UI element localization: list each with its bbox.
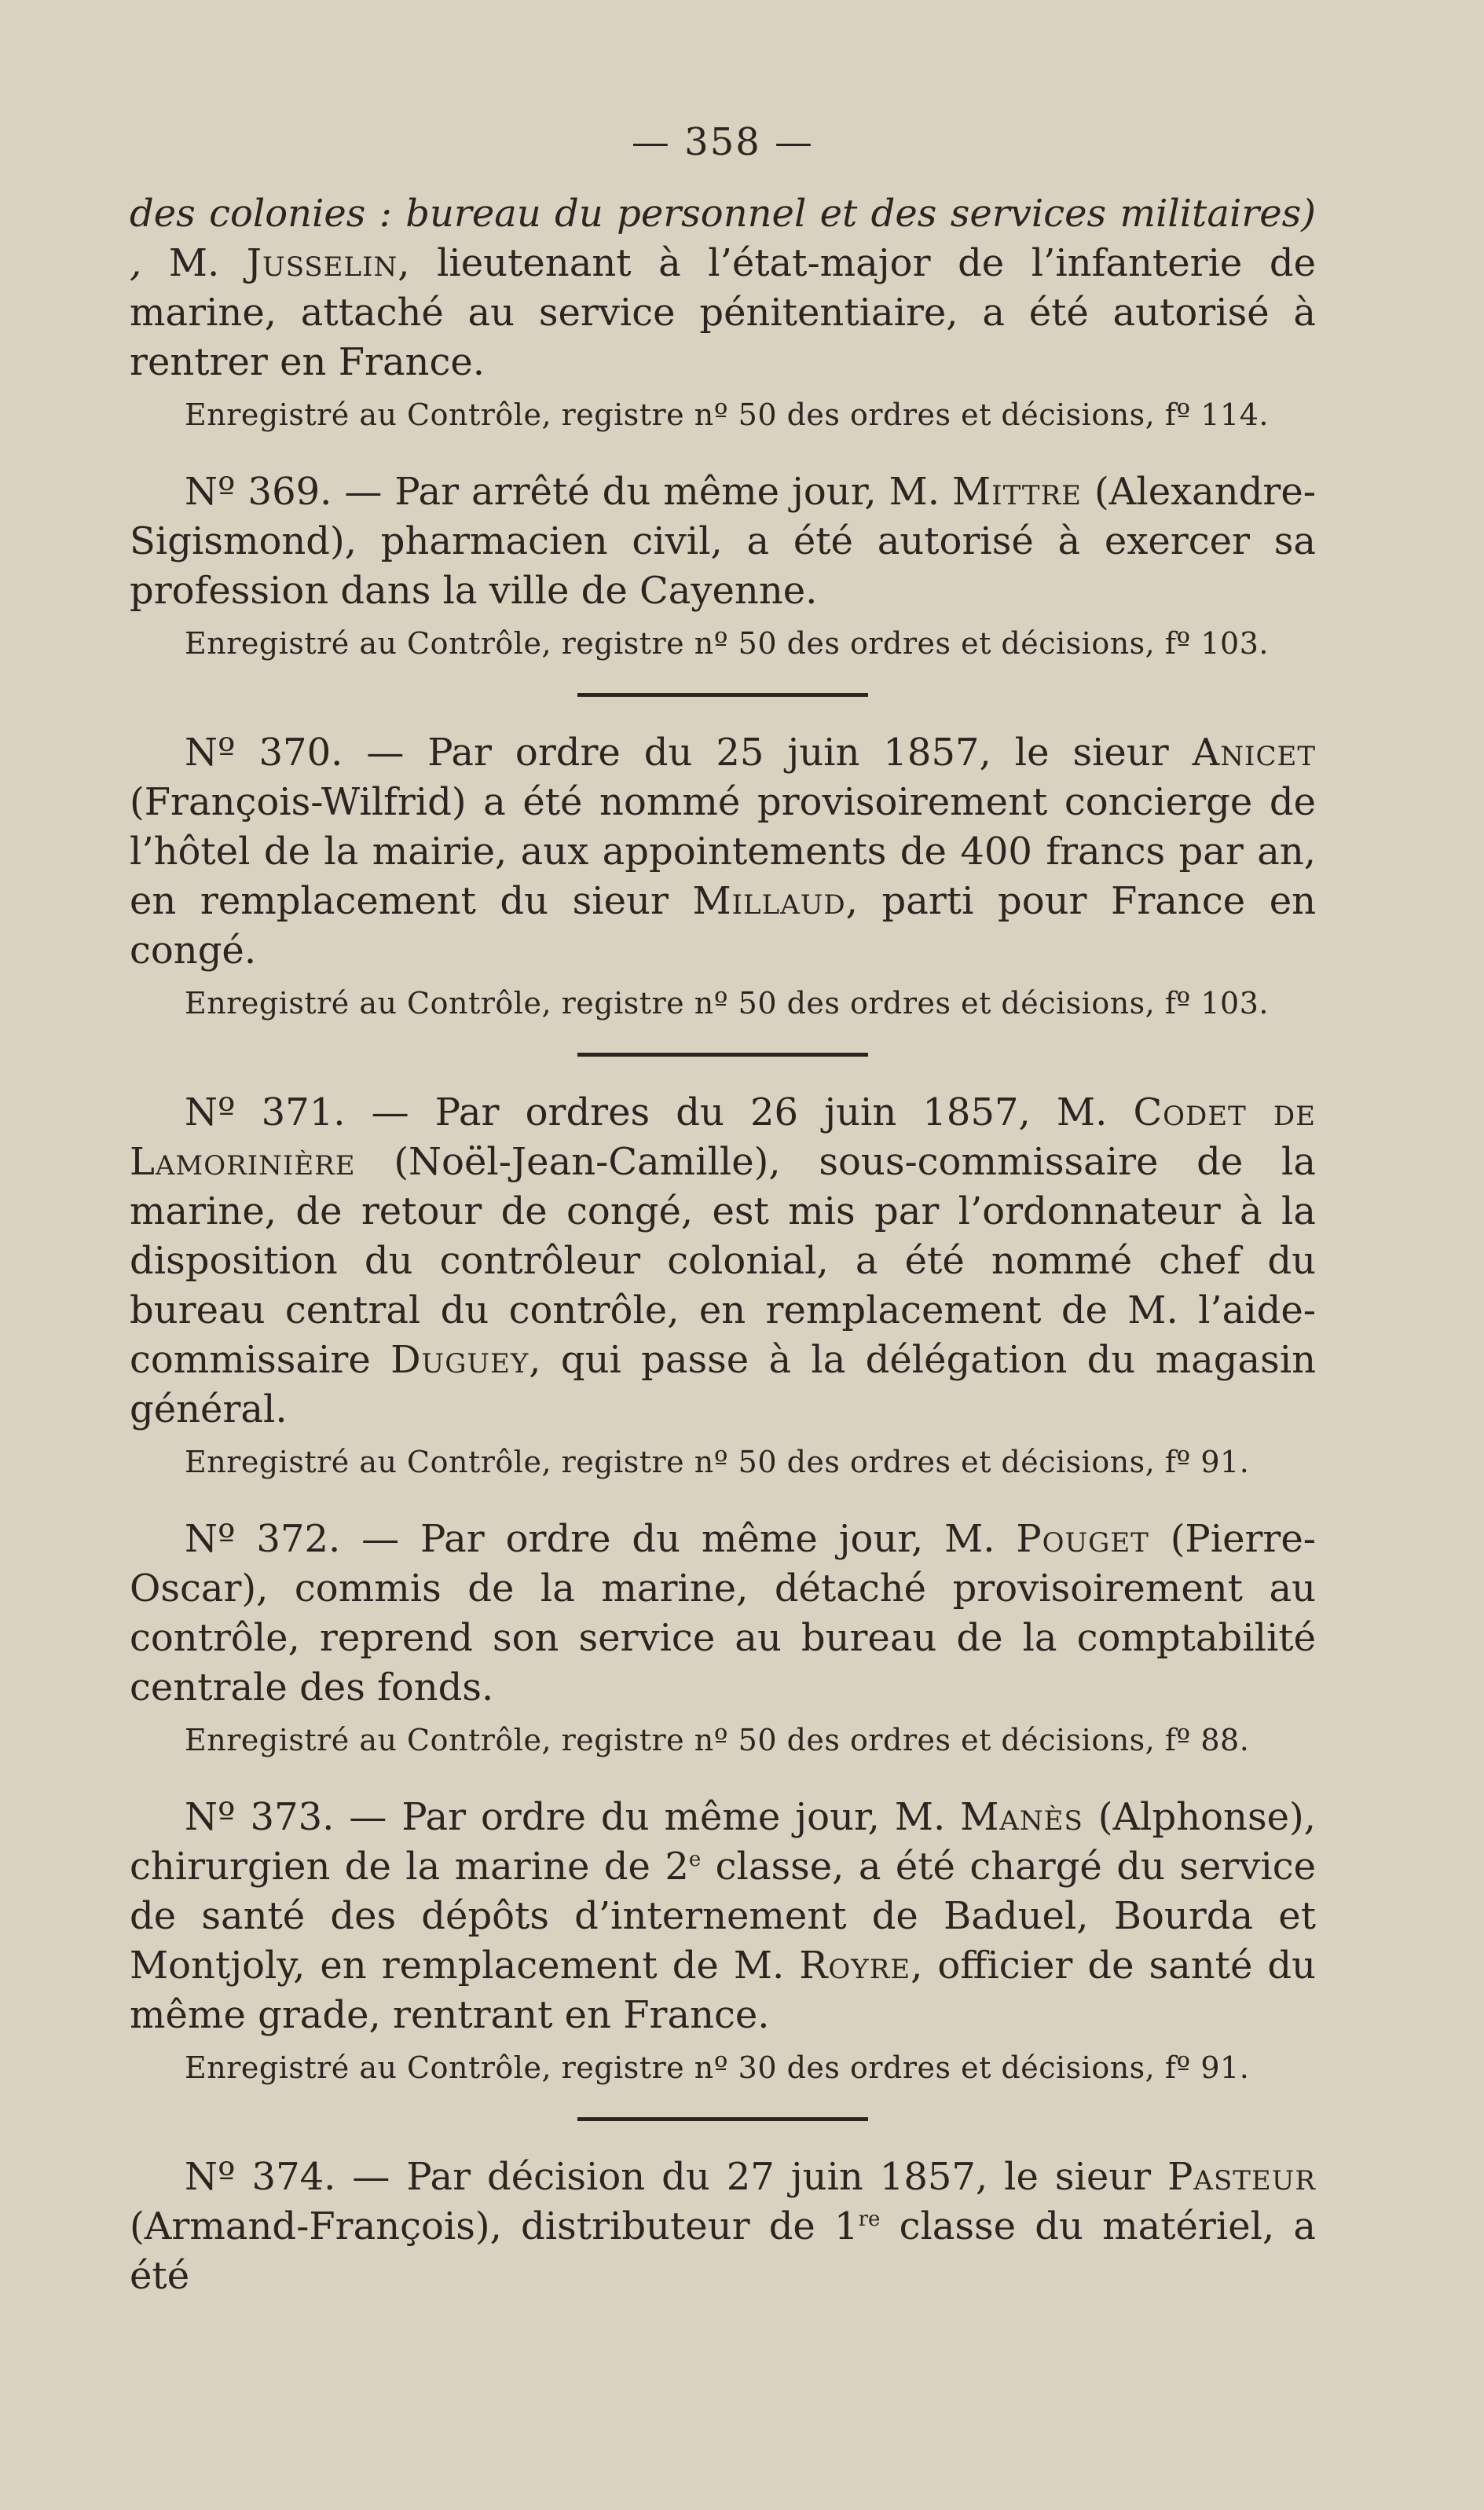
entry-374-text-1: (Armand-François), distributeur de 1 bbox=[130, 2204, 859, 2248]
person-name-jusselin: Jusselin bbox=[246, 241, 398, 285]
registration-note: Enregistré au Contrôle, registre nº 50 des ordres et décisions, fº 88. bbox=[185, 1723, 1250, 1757]
registration-note: Enregistré au Contrôle, registre nº 50 des ordres et décisions, fº 103. bbox=[185, 626, 1269, 661]
entry-371-lead: Nº 371. — Par ordres du 26 juin 1857, M. bbox=[185, 1090, 1134, 1134]
intro-text: , lieutenant à l’état-major de l’infanterie de marine, attaché au service pénitentiaire, a été autorisé à rentrer en France. bbox=[130, 241, 1317, 384]
person-name-duguey: Duguey bbox=[390, 1338, 529, 1382]
entry-369-text: (Alexandre-Sigismond), pharmacien civil, a été autorisé à exercer sa profession dans la ville de Cayenne. bbox=[130, 470, 1316, 613]
entry-373-text-2: classe, a été chargé du service de santé des dépôts d’internement de Baduel, Bourda et Montjoly, en remplacement de M. bbox=[130, 1845, 1316, 1988]
entry-374 bbox=[130, 2153, 1316, 2301]
registration-note: Enregistré au Contrôle, registre nº 50 des ordres et décisions, fº 91. bbox=[185, 1445, 1250, 1479]
entry-369-lead: Nº 369. — Par arrêté du même jour, M. bbox=[185, 470, 952, 514]
entry-372-text: (Pierre-Oscar), commis de la marine, détaché provisoirement au contrôle, reprend son service au bureau de la comptabilité centrale des fonds. bbox=[130, 1517, 1317, 1709]
entry-369 bbox=[130, 467, 1316, 616]
person-name-anicet: Anicet bbox=[1192, 731, 1316, 775]
entry-373-text-3: , officier de santé du même grade, rentrant en France. bbox=[130, 1944, 1316, 2037]
section-divider bbox=[577, 2117, 868, 2121]
section-divider bbox=[577, 693, 868, 697]
superscript-re: re bbox=[858, 2208, 881, 2231]
entry-371-text-2: , qui passe à la délégation du magasin général. bbox=[130, 1338, 1316, 1431]
entry-370-text-2: , parti pour France en congé. bbox=[130, 879, 1317, 973]
entry-373-text-1: (Alphonse), chirurgien de la marine de 2 bbox=[130, 1795, 1316, 1889]
person-name-codet-de-lamoriniere: Codet de Lamorinière bbox=[130, 1090, 1316, 1184]
entry-370-text-1: (François-Wilfrid) a été nommé provisoirement concierge de l’hôtel de la mairie, aux appointements de 400 francs par an, en remplacement du sieur bbox=[130, 780, 1316, 923]
superscript-e: e bbox=[688, 1848, 702, 1871]
entry-372 bbox=[130, 1515, 1316, 1713]
entry-371-text-1: (Noël-Jean-Camille), sous-commissaire de la marine, de retour de congé, est mis par l’ordonnateur à la disposition du contrôleur colonial, a été nommé chef du bureau central du contrôle, en remplacement de M. l’aide-commissaire bbox=[130, 1140, 1316, 1382]
entry-374-lead: Nº 374. — Par décision du 27 juin 1857, le sieur bbox=[185, 2155, 1168, 2199]
person-name-mittre: Mittre bbox=[952, 470, 1082, 514]
section-divider bbox=[577, 1053, 868, 1057]
intro-heading: des colonies : bureau du personnel et des services militaires) , bbox=[130, 192, 1316, 285]
page-number: — 358 — bbox=[631, 120, 815, 164]
intro-paragraph bbox=[130, 189, 1316, 387]
registration-note: Enregistré au Contrôle, registre nº 50 des ordres et décisions, fº 103. bbox=[185, 986, 1269, 1020]
person-name-manes: Manès bbox=[960, 1795, 1083, 1839]
entry-372-lead: Nº 372. — Par ordre du même jour, M. bbox=[185, 1517, 1017, 1561]
entry-373 bbox=[130, 1793, 1316, 2040]
registration-note: Enregistré au Contrôle, registre nº 30 des ordres et décisions, fº 91. bbox=[185, 2050, 1250, 2085]
entry-374-text-2: classe du matériel, a été bbox=[130, 2204, 1317, 2298]
person-name-royre: Royre bbox=[799, 1944, 911, 1988]
registration-note: Enregistré au Contrôle, registre nº 50 des ordres et décisions, fº 114. bbox=[185, 398, 1269, 432]
person-name-millaud: Millaud bbox=[692, 879, 846, 923]
entry-370 bbox=[130, 728, 1316, 976]
intro-m: M. bbox=[168, 241, 247, 285]
person-name-pouget: Pouget bbox=[1016, 1517, 1149, 1561]
entry-373-lead: Nº 373. — Par ordre du même jour, M. bbox=[185, 1795, 961, 1839]
entry-371 bbox=[130, 1088, 1316, 1435]
person-name-pasteur: Pasteur bbox=[1167, 2155, 1316, 2199]
entry-370-lead: Nº 370. — Par ordre du 25 juin 1857, le sieur bbox=[185, 731, 1193, 775]
document-page bbox=[130, 118, 1316, 2301]
